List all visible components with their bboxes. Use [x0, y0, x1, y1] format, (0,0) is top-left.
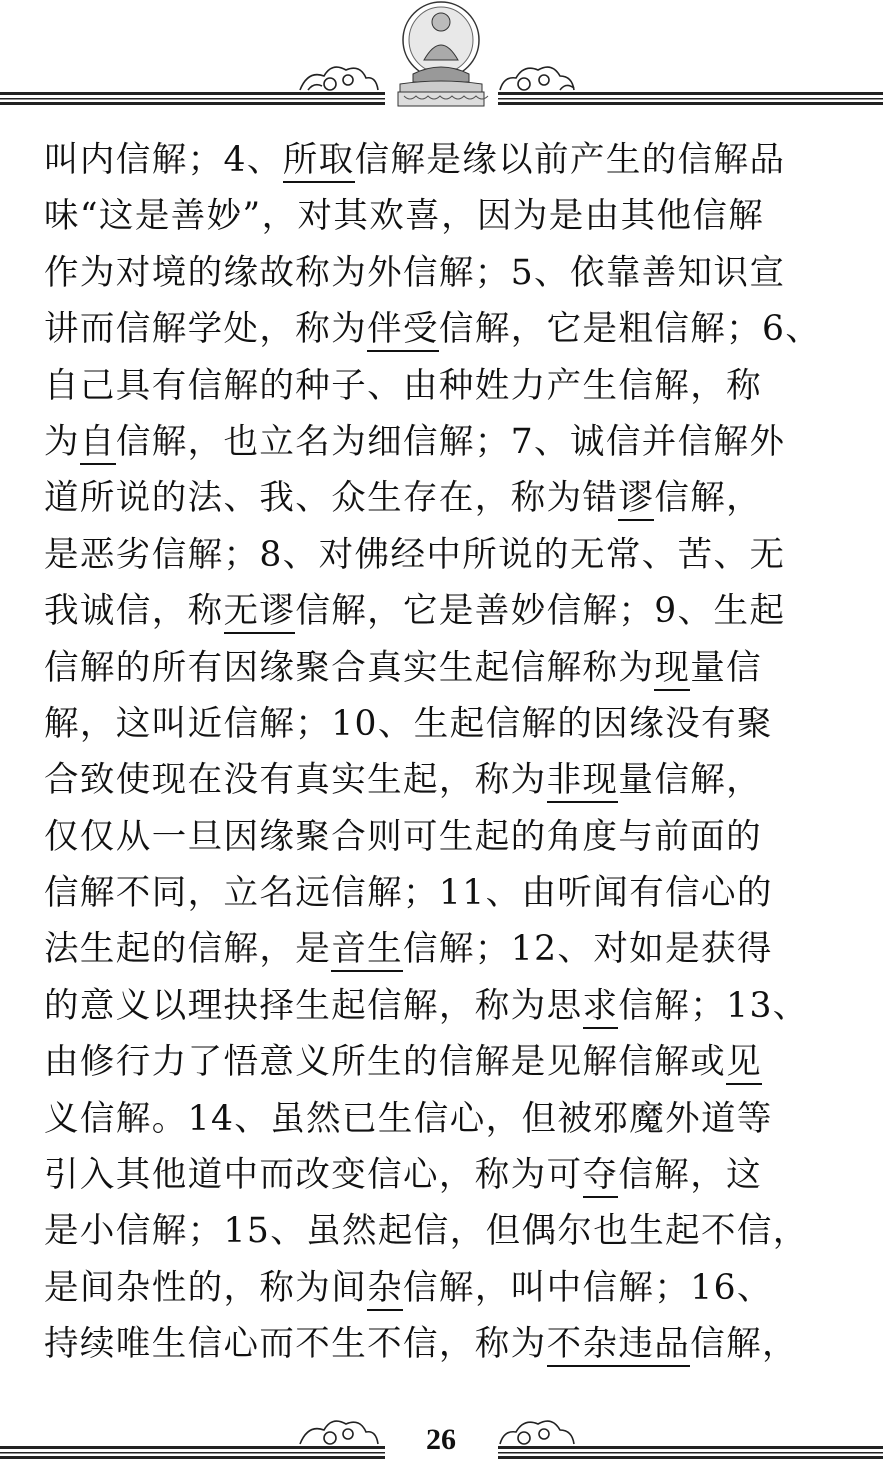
page-header	[0, 0, 883, 120]
text-line	[44, 921, 844, 977]
text-run: 作为对境的缘故称为外信解；5、依靠善知识宣	[44, 252, 786, 293]
underlined-term: 不杂违品	[547, 1324, 691, 1367]
text-line	[44, 1203, 844, 1259]
underlined-term: 见	[726, 1042, 762, 1085]
text-run: 合致使现在没有真实生起，称为	[44, 760, 547, 801]
text-run: 信解；13、	[618, 985, 809, 1026]
footer-rule-right	[498, 1446, 883, 1459]
text-run: 信解，	[690, 1324, 798, 1365]
underlined-term: 夺	[583, 1155, 619, 1198]
text-run: 仅仅从一旦因缘聚合则可生起的角度与前面的	[44, 816, 762, 857]
text-run: 是恶劣信解；8、对佛经中所说的无常、苦、无	[44, 534, 786, 575]
page-number: 26	[426, 1423, 456, 1456]
footer-rule-left	[0, 1446, 385, 1459]
text-run: 量信	[690, 647, 763, 688]
text-line	[44, 696, 844, 752]
underlined-term: 谬	[618, 478, 654, 521]
text-run: 信解，	[654, 478, 763, 519]
text-run: 信解，也立名为细信解；7、诚信并信解外	[115, 421, 786, 462]
buddha-emblem-icon	[398, 2, 488, 106]
text-run: 信解，叫中信解；16、	[403, 1267, 773, 1308]
text-line	[44, 640, 844, 696]
body-text	[44, 132, 844, 1373]
text-run: 信解，它是粗信解；6、	[438, 309, 822, 350]
text-run: 是小信解；15、虽然起信，但偶尔也生起不信，	[44, 1211, 809, 1252]
text-run: 由修行力了悟意义所生的信解是见解信解或	[44, 1042, 727, 1083]
text-line	[44, 527, 844, 583]
text-run: 的意义以理抉择生起信解，称为思	[44, 985, 583, 1026]
underlined-term: 求	[583, 986, 619, 1029]
text-line	[44, 358, 844, 414]
text-run: 信解不同，立名远信解；11、由听闻有信心的	[44, 873, 773, 914]
underlined-term: 自	[80, 422, 116, 465]
text-line	[44, 132, 844, 188]
text-run: 为	[44, 421, 80, 462]
header-rule-right	[498, 92, 883, 105]
text-run: 义信解。14、虽然已生信心，但被邪魔外道等	[44, 1098, 773, 1139]
text-run: 是间杂性的，称为间	[44, 1267, 368, 1308]
text-run: 自己具有信解的种子、由种姓力产生信解，称	[44, 365, 762, 406]
underlined-term: 现	[654, 648, 690, 691]
underlined-term: 非现	[547, 760, 619, 803]
header-ornament	[0, 0, 883, 120]
footer-cloud-right-icon	[500, 1421, 574, 1444]
header-rule-left	[0, 92, 385, 105]
text-run: 道所说的法、我、众生存在，称为错	[44, 478, 619, 519]
text-line	[44, 414, 844, 470]
underlined-term: 伴受	[367, 309, 439, 352]
text-run: 叫内信解；4、	[44, 140, 283, 180]
text-line	[44, 1034, 844, 1090]
text-line	[44, 583, 844, 639]
text-run: 信解；12、对如是获得	[403, 929, 773, 970]
text-line	[44, 1316, 844, 1372]
text-run: 法生起的信解，是	[44, 929, 332, 970]
underlined-term: 所取	[283, 140, 355, 183]
text-run: 信解是缘以前产生的信解品	[354, 140, 786, 180]
text-line	[44, 470, 844, 526]
text-run: 量信解，	[618, 760, 763, 801]
text-line	[44, 1147, 844, 1203]
text-run: 信解，这	[618, 1155, 763, 1196]
text-run: 信解，它是善妙信解；9、生起	[295, 591, 786, 632]
text-line	[44, 978, 844, 1034]
text-line	[44, 865, 844, 921]
text-run: 讲而信解学处，称为	[44, 309, 368, 350]
text-run: 我诚信，称	[44, 591, 224, 632]
text-line	[44, 1091, 844, 1147]
text-line	[44, 188, 844, 244]
text-run: 信解的所有因缘聚合真实生起信解称为	[44, 647, 655, 688]
underlined-term: 无谬	[224, 591, 296, 634]
footer-cloud-left-icon	[300, 1421, 378, 1444]
text-line	[44, 809, 844, 865]
underlined-term: 杂	[367, 1268, 403, 1311]
text-run: 味“这是善妙”，对其欢喜，因为是由其他信解	[44, 196, 765, 237]
text-run: 持续唯生信心而不生不信，称为	[44, 1324, 547, 1365]
cloud-ornament-left-icon	[300, 67, 378, 90]
text-line	[44, 301, 844, 357]
text-line	[44, 245, 844, 301]
text-run: 解，这叫近信解；10、生起信解的因缘没有聚	[44, 703, 773, 744]
text-run: 引入其他道中而改变信心，称为可	[44, 1155, 583, 1196]
underlined-term: 音生	[331, 929, 403, 972]
cloud-ornament-right-icon	[500, 67, 574, 90]
text-line	[44, 752, 844, 808]
text-line	[44, 1260, 844, 1316]
